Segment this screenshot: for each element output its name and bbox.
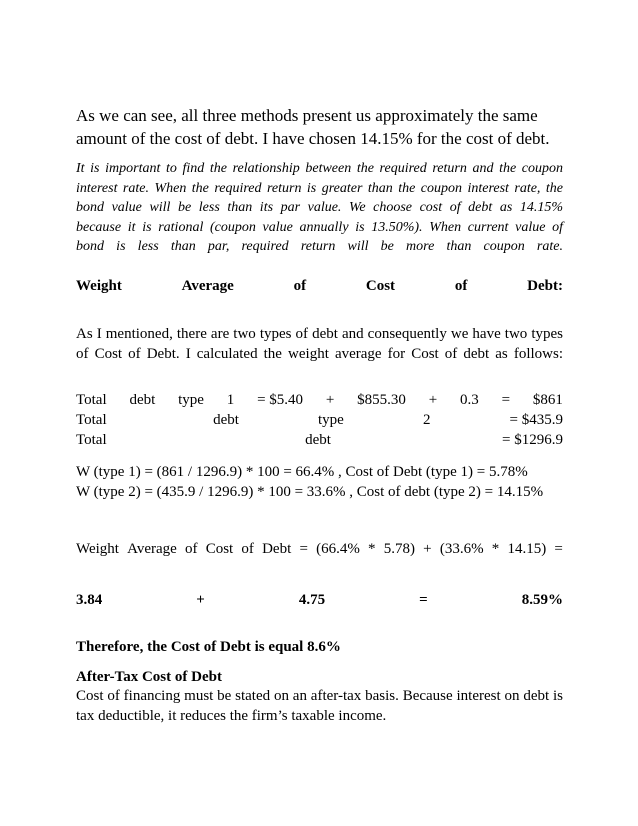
total-cell: debt — [129, 392, 156, 408]
formula-token: (66.4% — [316, 541, 360, 557]
total-cell: type — [318, 412, 344, 428]
total-cell: Total — [76, 412, 107, 428]
result-token: 3.84 — [76, 592, 103, 608]
total-cell: + — [428, 392, 438, 408]
debt-types-paragraph — [76, 324, 563, 364]
paragraph-line: As I mentioned, there are two types of debt and consequently we have two types — [76, 326, 563, 342]
total-cell: type — [178, 392, 204, 408]
result-token: = — [419, 592, 428, 608]
formula-token: * — [368, 541, 376, 557]
total-cell: 1 — [226, 392, 235, 408]
heading-word: Debt: — [527, 278, 563, 294]
weights-block — [76, 462, 563, 502]
after-tax-paragraph — [76, 686, 563, 726]
formula-token: of — [241, 541, 254, 557]
heading-word: Weight — [76, 278, 122, 294]
conclusion: Therefore, the Cost of Debt is equal 8.6% — [76, 639, 341, 655]
formula-token: = — [554, 541, 563, 557]
total-cell: = $435.9 — [509, 412, 563, 428]
after-tax-heading: After-Tax Cost of Debt — [76, 669, 222, 685]
total-cell: $861 — [532, 392, 563, 408]
formula-token: = — [299, 541, 308, 557]
intro-line: amount of the cost of debt. I have chosen 14.15% for the cost of debt. — [76, 129, 550, 148]
paragraph-line: tax deductible, it reduces the firm’s taxable income. — [76, 708, 387, 724]
formula-token: (33.6% — [439, 541, 484, 557]
intro-paragraph — [76, 104, 563, 150]
result-token: + — [196, 592, 205, 608]
weight-line-type-2: W (type 2) = (435.9 / 1296.9) * 100 = 33.6% , Cost of debt (type 2) = 14.15% — [76, 484, 544, 500]
italic-line: bond is less than par, required return will be more than coupon rate. — [76, 239, 563, 254]
formula-token: * — [491, 541, 500, 557]
total-cell: 0.3 — [460, 392, 479, 408]
formula-token: Cost — [205, 541, 234, 557]
result-token: 8.59% — [521, 592, 563, 608]
section-heading — [76, 276, 563, 296]
italic-line: because it is rational (coupon value annually is 13.50%). When current value of — [76, 219, 563, 235]
total-cell: = $1296.9 — [502, 432, 563, 448]
total-cell: debt — [213, 412, 239, 428]
heading-word: of — [293, 278, 307, 294]
total-cell: Total — [76, 432, 107, 448]
formula-token: Debt — [262, 541, 292, 557]
total-cell: debt — [305, 432, 331, 448]
formula-token: 5.78) — [383, 541, 415, 557]
total-row-all — [76, 430, 563, 450]
formula-token: of — [185, 541, 198, 557]
heading-word: of — [454, 278, 468, 294]
total-row-type-2 — [76, 410, 563, 430]
heading-word: Average — [181, 278, 234, 294]
total-cell: 2 — [422, 412, 431, 428]
formula-token: Average — [127, 541, 177, 557]
totals-block — [76, 390, 563, 450]
formula-token: 14.15) — [507, 541, 547, 557]
result-line — [76, 590, 563, 610]
italic-line: It is important to find the relationship between the required return and the coupon — [76, 161, 563, 176]
total-row-type-1 — [76, 390, 563, 410]
intro-line: As we can see, all three methods present us approximately the same — [76, 106, 538, 125]
total-cell: = — [501, 392, 511, 408]
italic-line: bond value will be less than its par value. We choose cost of debt as 14.15% — [76, 200, 563, 215]
total-cell: + — [325, 392, 335, 408]
formula-token: + — [423, 541, 432, 557]
formula-token: Weight — [76, 541, 119, 557]
heading-word: Cost — [365, 278, 396, 294]
result-token: 4.75 — [298, 592, 326, 608]
weighted-average-formula — [76, 539, 563, 559]
weight-line-type-1: W (type 1) = (861 / 1296.9) * 100 = 66.4% , Cost of Debt (type 1) = 5.78% — [76, 464, 528, 480]
total-cell: Total — [76, 392, 107, 408]
italic-line: interest rate. When the required return is greater than the coupon interest rate, the — [76, 180, 563, 196]
italic-paragraph — [76, 159, 563, 257]
paragraph-line: Cost of financing must be stated on an after-tax basis. Because interest on debt is — [76, 688, 563, 704]
total-cell: = $5.40 — [257, 392, 304, 408]
paragraph-line: of Cost of Debt. I calculated the weight average for Cost of debt as follows: — [76, 346, 563, 362]
total-cell: $855.30 — [357, 392, 406, 408]
